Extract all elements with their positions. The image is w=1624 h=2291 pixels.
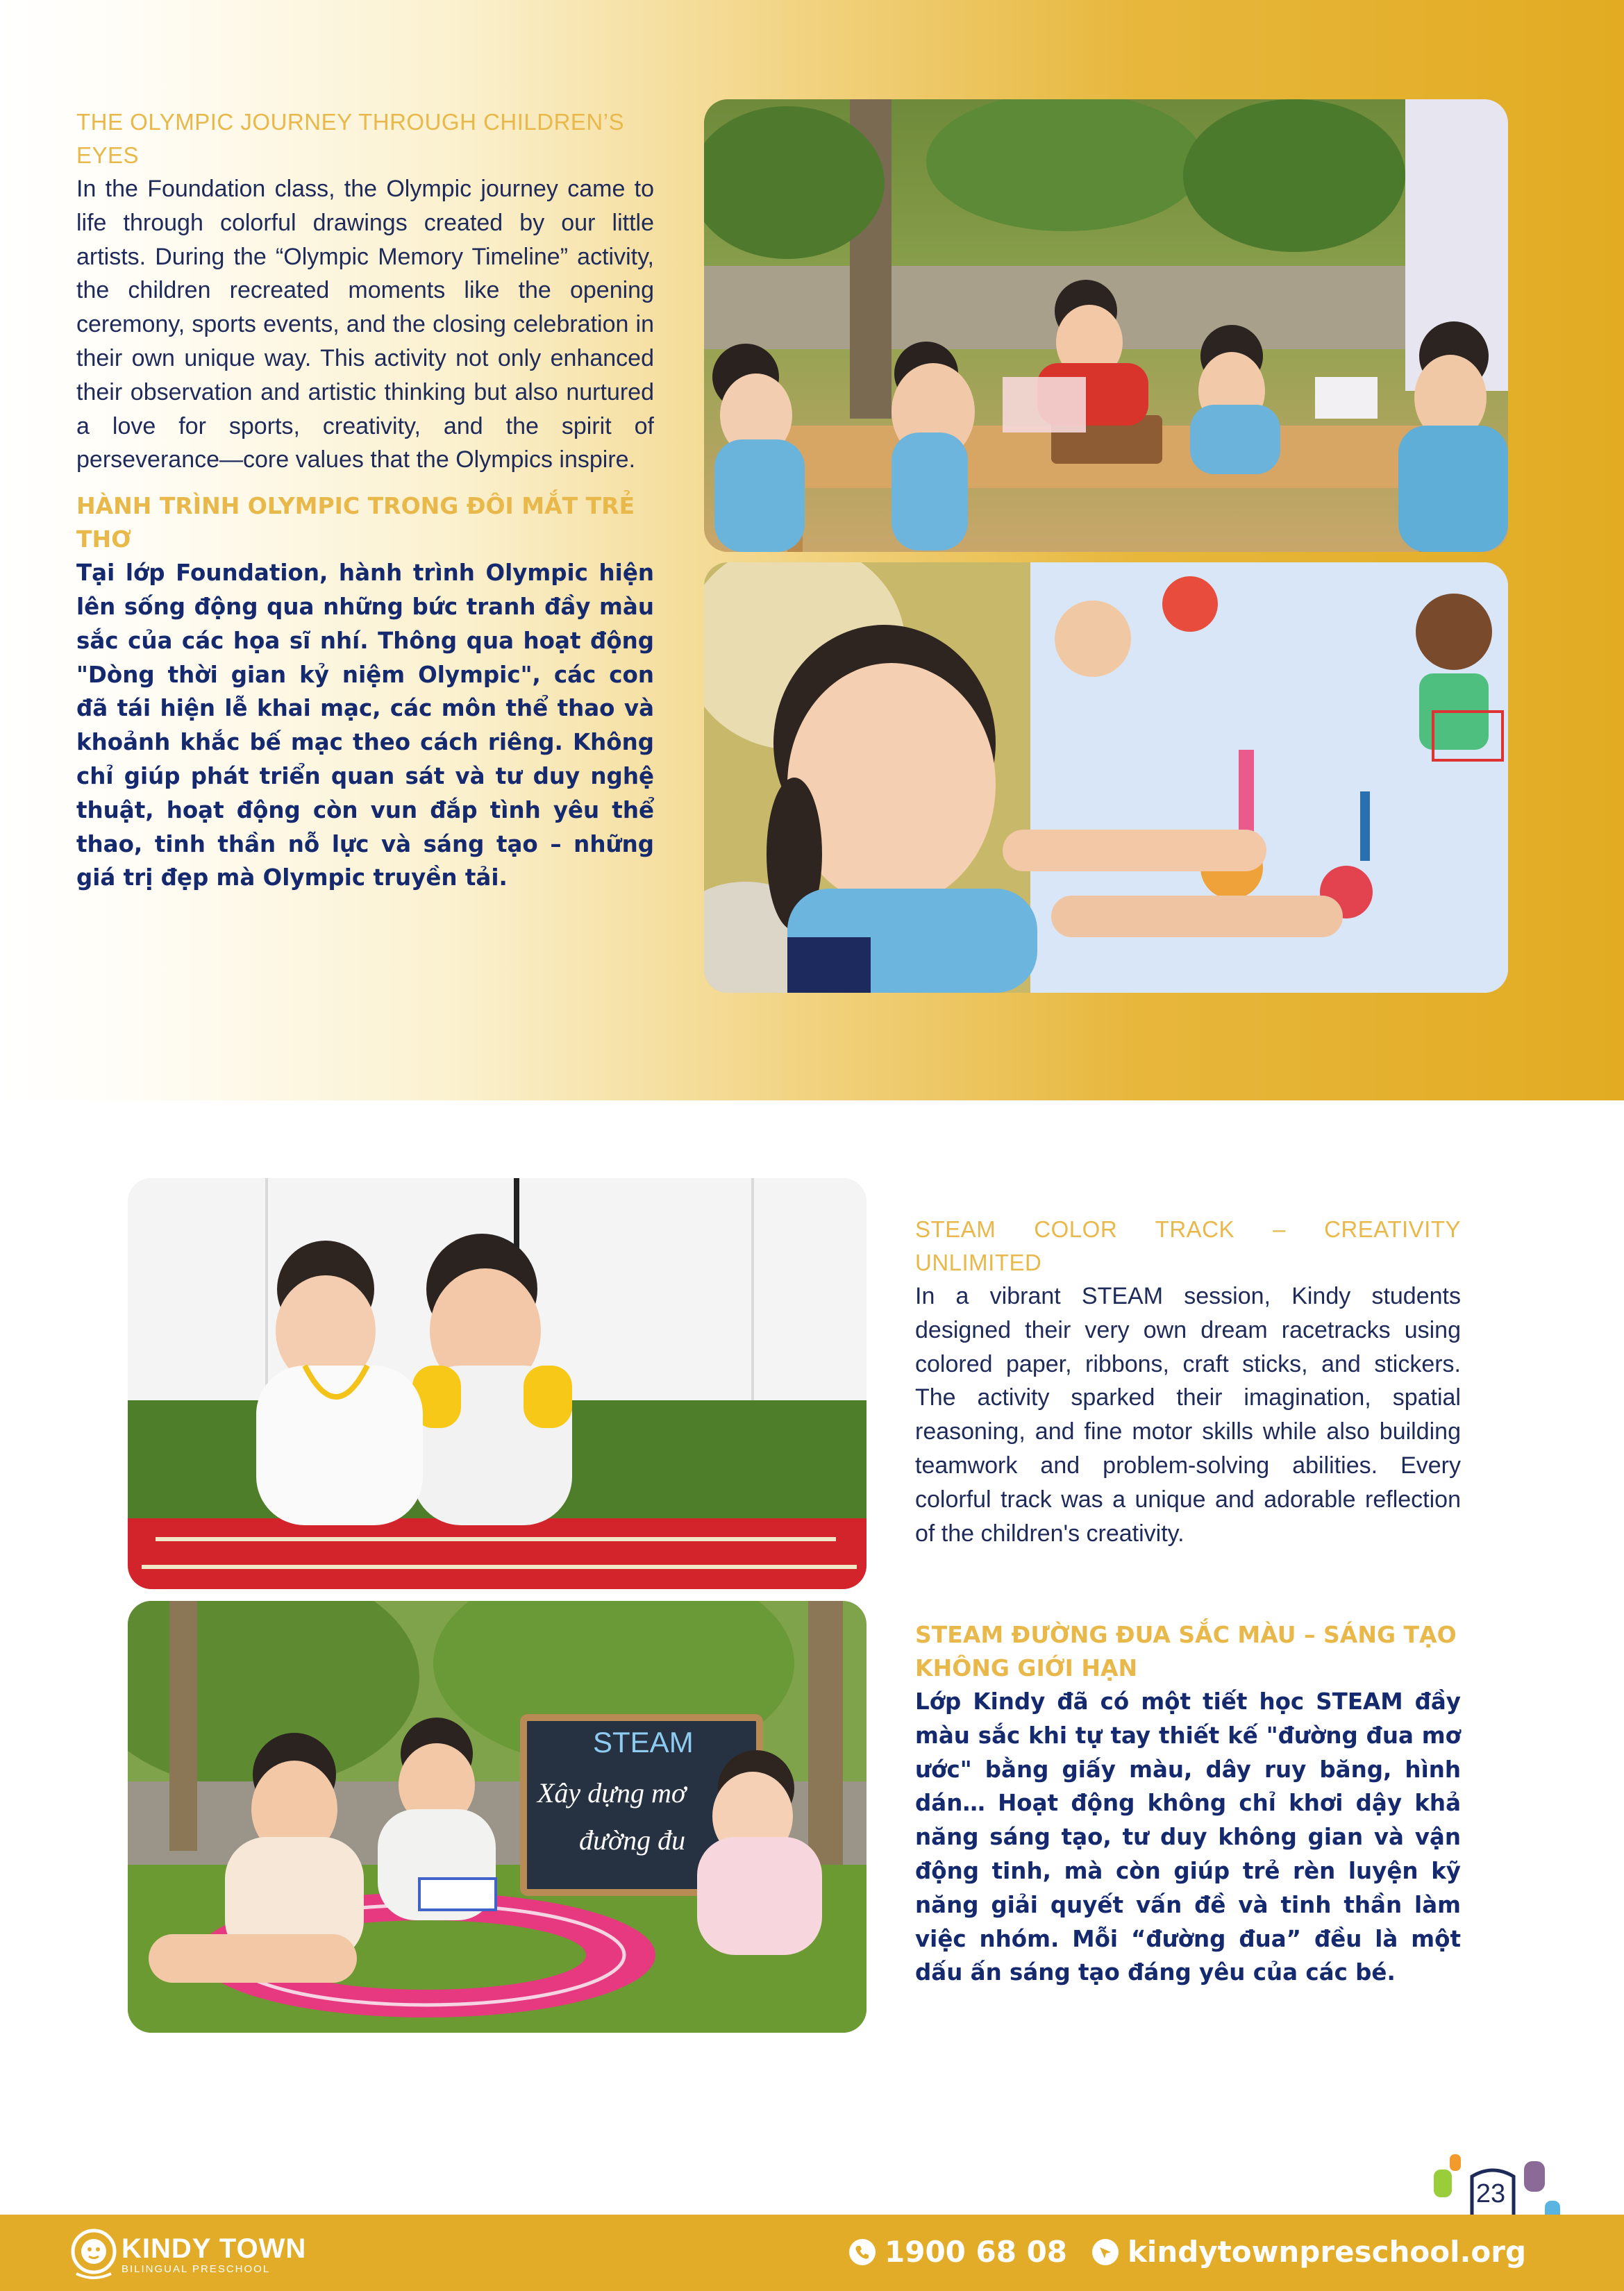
chalkboard-line3: đường đu [579, 1824, 686, 1856]
phone-number: 1900 68 08 [885, 2235, 1068, 2269]
web-icon [1091, 2238, 1119, 2266]
section2-vi-body: Lớp Kindy đã có một tiết học STEAM đầy màu sắc khi tự tay thiết kế "đường đua mơ ước" bằng giấy màu, dây ruy băng, hình dán… Hoạt động không chỉ khơi dậy khả năng sáng tạo, tư duy không gian và vận động tinh, mà còn giúp trẻ rèn luyện kỹ năng giải quyết vấn đề và tinh thần làm việc nhóm. Mỗi “đường đua” đều là một dấu ấn sáng tạo đáng yêu của các bé. [915, 1688, 1461, 1986]
photo-girl-olympic-timeline [704, 562, 1508, 993]
photo-two-kids-red-track [128, 1178, 867, 1589]
section1-text [76, 106, 654, 895]
footer-website[interactable] [1091, 2231, 1526, 2273]
section2-en-title: STEAM COLOR TRACK – CREATIVITY UNLIMITED [915, 1216, 1461, 1275]
section2-vi-text [915, 1618, 1461, 1990]
section1-vi-body: Tại lớp Foundation, hành trình Olympic hiện lên sống động qua những bức tranh đầy màu sắc của các họa sĩ nhí. Thông qua hoạt động "Dòng thời gian kỷ niệm Olympic", các con đã tái hiện lễ khai mạc, các môn thể thao và khoảnh khắc bế mạc theo cách riêng. Không chỉ giúp phát triển quan sát và tư duy nghệ thuật, hoạt động còn vun đắp tình yêu thể thao, tinh thần nỗ lực và sáng tạo – những giá trị đẹp mà Olympic truyền tải. [76, 560, 654, 891]
section2-en-body: In a vibrant STEAM session, Kindy students designed their very own dream racetracks using colored paper, ribbons, craft sticks, and stickers. The activity sparked their imagination, spatial reasoning, and fine motor skills while also building teamwork and problem-solving abilities. Every colorful track was a unique and adorable reflection of the children's creativity. [915, 1283, 1461, 1547]
page-number: 23 [1475, 2179, 1506, 2208]
section2-vi-title: STEAM ĐƯỜNG ĐUA SẮC MÀU – SÁNG TẠO KHÔNG GIỚI HẠN [915, 1621, 1457, 1681]
phone-icon [848, 2238, 876, 2266]
logo-sub-text: BILINGUAL PRESCHOOL [122, 2263, 271, 2275]
section1-vi-title: HÀNH TRÌNH OLYMPIC TRONG ĐÔI MẮT TRẺ THƠ [76, 492, 635, 553]
lion-logo-icon [69, 2225, 118, 2282]
chalkboard-line2: Xây dựng mơ [537, 1777, 687, 1809]
photo-three-kids-pink-track [128, 1601, 867, 2033]
footer-logo [122, 2234, 306, 2276]
website-url: kindytownpreschool.org [1128, 2235, 1527, 2269]
chalkboard-title: STEAM [593, 1726, 694, 1759]
section2-en-text [915, 1213, 1461, 1550]
section1-en-title: THE OLYMPIC JOURNEY THROUGH CHILDREN’S EYES [76, 109, 625, 168]
footer-phone[interactable] [848, 2231, 1067, 2273]
photo-children-drawing-table [704, 99, 1508, 552]
logo-main-text: KINDY TOWN [122, 2233, 307, 2264]
section1-en-body: In the Foundation class, the Olympic journey came to life through colorful drawings created by our little artists. During the “Olympic Memory Timeline” activity, the children recreated moments like the opening ceremony, sports events, and the closing celebration in their own unique way. This activity not only enhanced their observation and artistic thinking but also nurtured a love for sports, creativity, and the spirit of perseverance—core values that the Olympics inspire. [76, 176, 654, 473]
